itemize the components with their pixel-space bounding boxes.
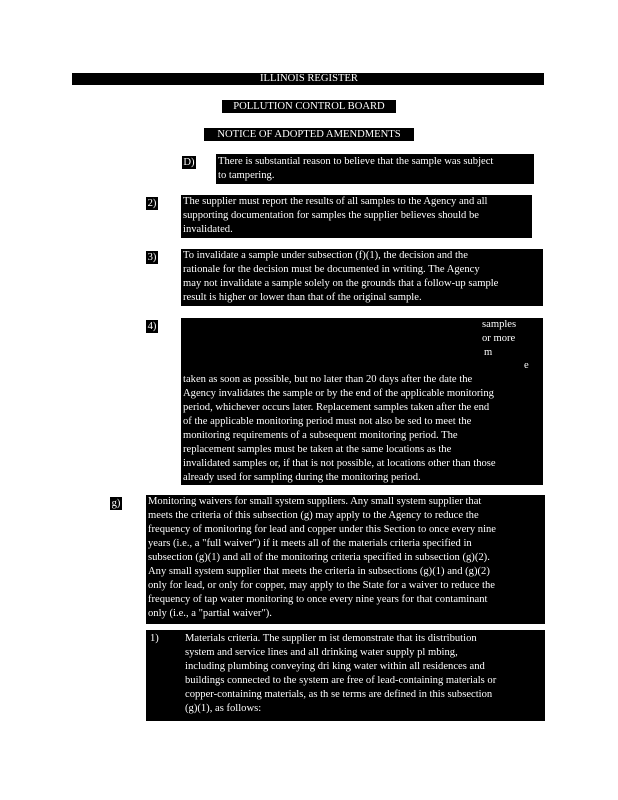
item-4-fragment-3: m xyxy=(484,347,493,358)
item-3-label: 3) xyxy=(147,252,157,263)
notice-title: NOTICE OF ADOPTED AMENDMENTS xyxy=(204,128,414,141)
item-4-line-2: Agency invalidates the sample or by the end of the applicable monitoring xyxy=(183,388,494,399)
item-g-line-3: frequency of monitoring for lead and copper under this Section to once every nine xyxy=(148,524,497,535)
item-4-line-4: of the applicable monitoring period must not also be sed to meet the xyxy=(183,416,472,427)
item-g-label: g) xyxy=(111,498,121,509)
item-g1-line-6: (g)(1), as follows: xyxy=(185,703,262,714)
item-4-fragment-1: samples xyxy=(482,319,517,330)
item-g1-label: 1) xyxy=(150,633,159,644)
item-2-line-2: supporting documentation for samples the supplier believes should be xyxy=(183,210,479,221)
item-2-line-1: The supplier must report the results of all samples to the Agency and all xyxy=(183,196,488,207)
board-title: POLLUTION CONTROL BOARD xyxy=(222,100,396,113)
item-3-line-2: rationale for the decision must be documented in writing. The Agency xyxy=(183,264,480,275)
item-d-line-2: to tampering. xyxy=(218,170,275,181)
item-g1-line-1: Materials criteria. The supplier m ist demonstrate that its distribution xyxy=(185,633,477,644)
item-g-line-9: only (i.e., a "partial waiver"). xyxy=(148,608,272,619)
item-4-line-8: already used for sampling during the monitoring period. xyxy=(183,472,421,483)
item-g-line-7: only for lead, or only for copper, may apply to the State for a waiver to reduce the xyxy=(148,580,495,591)
item-4-fragment-2: or more xyxy=(482,333,516,344)
item-4-line-1: taken as soon as possible, but no later than 20 days after the date the xyxy=(183,374,473,385)
item-g1-line-5: copper-containing materials, as th se terms are defined in this subsection xyxy=(185,689,493,700)
item-g1-line-3: including plumbing conveying dri king water within all residences and xyxy=(185,661,485,672)
item-4-line-5: monitoring requirements of a subsequent monitoring period. The xyxy=(183,430,458,441)
item-g1-line-4: buildings connected to the system are free of lead-containing materials or xyxy=(185,675,497,686)
item-d-label: D) xyxy=(183,157,195,168)
item-4-fragment-4: e xyxy=(524,360,529,371)
item-d-line-1: There is substantial reason to believe that the sample was subject xyxy=(218,156,494,167)
item-g-line-1: Monitoring waivers for small system suppliers. Any small system supplier that xyxy=(148,496,482,507)
item-g-line-8: frequency of tap water monitoring to once every nine years for that contaminant xyxy=(148,594,488,605)
item-2-label: 2) xyxy=(147,198,157,209)
item-3-line-4: result is higher or lower than that of the original sample. xyxy=(183,292,422,303)
item-g-line-2: meets the criteria of this subsection (g) may apply to the Agency to reduce the xyxy=(148,510,479,521)
item-4-line-3: period, whichever occurs later. Replacement samples taken after the end xyxy=(183,402,490,413)
item-g-line-4: years (i.e., a "full waiver") if it meets all of the materials criteria specified in xyxy=(148,538,472,549)
register-title: ILLINOIS REGISTER xyxy=(260,73,358,84)
item-3-line-3: may not invalidate a sample solely on the grounds that a follow-up sample xyxy=(183,278,499,289)
item-g-line-6: Any small system supplier that meets the criteria in subsections (g)(1) and (g)(2) xyxy=(148,566,490,577)
item-4-line-6: replacement samples must be taken at the same locations as the xyxy=(183,444,452,455)
item-4-line-7: invalidated samples or, if that is not possible, at locations other than those xyxy=(183,458,496,469)
item-4-label: 4) xyxy=(147,321,157,332)
item-3-line-1: To invalidate a sample under subsection (f)(1), the decision and the xyxy=(183,250,468,261)
item-g1-line-2: system and service lines and all drinking water supply pl mbing, xyxy=(185,647,458,658)
item-2-line-3: invalidated. xyxy=(183,224,233,235)
item-g-line-5: subsection (g)(1) and all of the monitoring criteria specified in subsection (g)(2). xyxy=(148,552,490,563)
